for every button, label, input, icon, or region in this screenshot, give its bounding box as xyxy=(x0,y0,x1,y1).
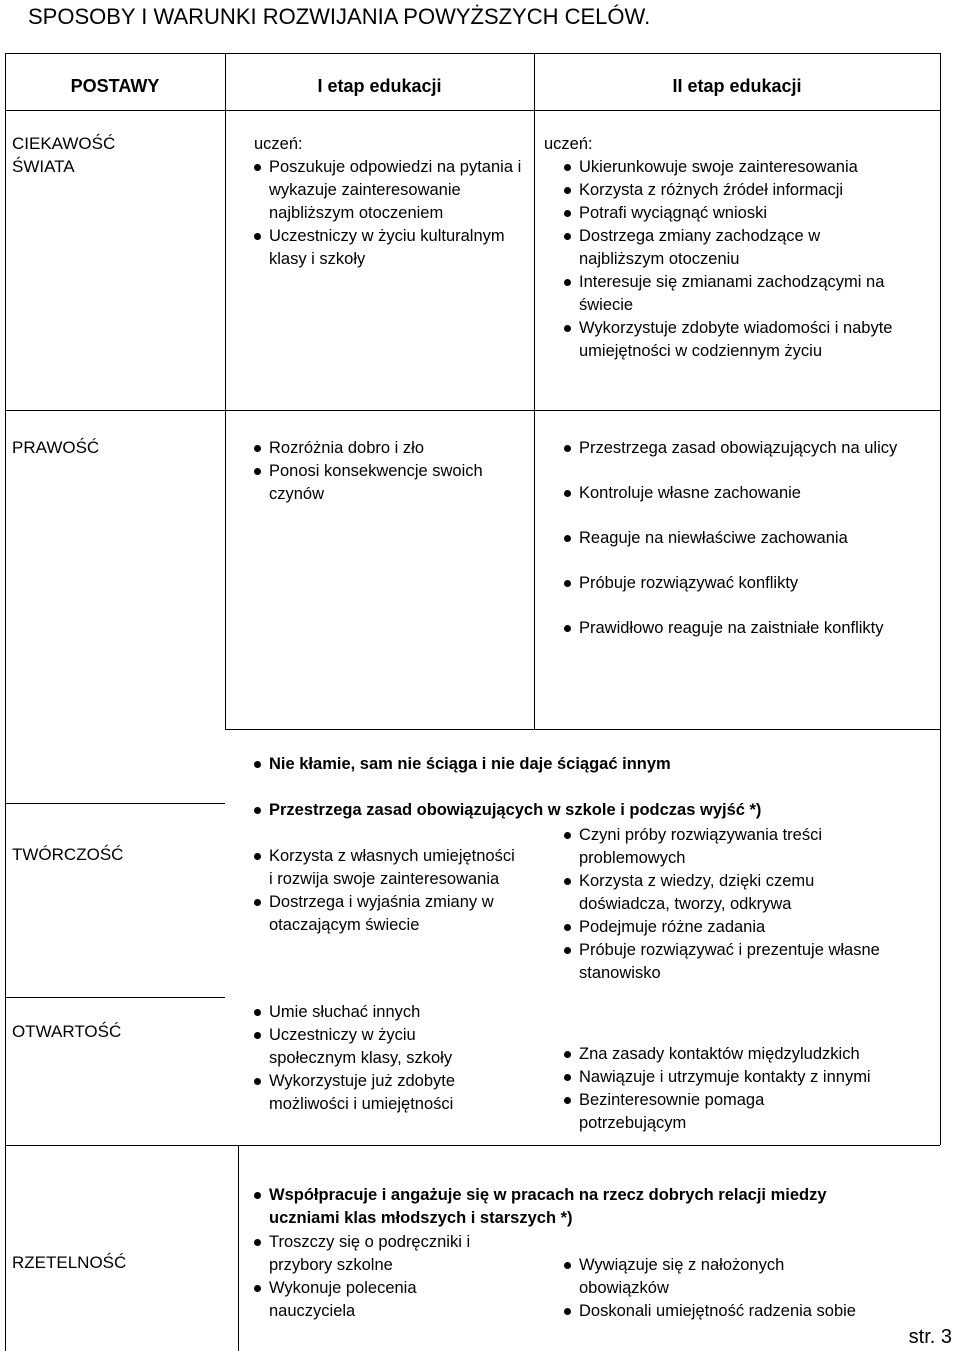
header-postawy: POSTAWY xyxy=(70,76,160,96)
list-item: Przestrzega zasad obowiązujących na ulicy xyxy=(564,437,899,460)
list-item: Nie kłamie, sam nie ściąga i nie daje ściągać innym xyxy=(254,753,934,776)
row1-bottom-border xyxy=(5,410,940,411)
table-right-border xyxy=(940,53,941,1145)
left-col-border-2 xyxy=(5,997,225,998)
list-item: Zna zasady kontaktów międzyludzkich xyxy=(564,1043,939,1066)
page-number: str. 3 xyxy=(908,1326,952,1348)
prawosc-etap2-cell xyxy=(564,437,934,640)
list-item: Uczestniczy w życiu kulturalnym klasy i szkoły xyxy=(254,225,526,271)
intro-text: uczeń: xyxy=(254,135,303,153)
row-label-tworczosc: TWÓRCZOŚĆ xyxy=(12,845,124,864)
list-item: Ukierunkowuje swoje zainteresowania xyxy=(564,156,934,179)
list-item: Próbuje rozwiązywać i prezentuje własne stanowisko xyxy=(564,939,889,985)
table-top-border xyxy=(5,53,940,54)
otwartosc-etap1-cell xyxy=(254,1001,529,1116)
list-item: Potrafi wyciągnąć wnioski xyxy=(564,202,934,225)
list-item: Korzysta z różnych źródeł informacji xyxy=(564,179,934,202)
list-item: Ponosi konsekwencje swoich czynów xyxy=(254,460,529,506)
otwartosc-bottom-border xyxy=(5,1145,940,1146)
list-item: Uczestniczy w życiu społecznym klasy, szkoły xyxy=(254,1024,499,1070)
list-item: Umie słuchać innych xyxy=(254,1001,529,1024)
prawosc-shared-item-1 xyxy=(254,753,934,776)
intro-text: uczeń: xyxy=(544,135,593,153)
otwartosc-etap2-cell xyxy=(564,1043,939,1135)
list-item: Korzysta z wiedzy, dzięki czemu doświadcza, tworzy, odkrywa xyxy=(564,870,879,916)
ciekawosc-etap1-cell xyxy=(254,133,526,271)
row-label-ciekawosc xyxy=(12,132,115,178)
page-title: SPOSOBY I WARUNKI ROZWIJANIA POWYŻSZYCH CELÓW. xyxy=(28,4,651,29)
prawosc-split-border xyxy=(225,729,940,730)
rzetelnosc-left-border xyxy=(5,1145,6,1351)
list-item: Rozróżnia dobro i zło xyxy=(254,437,529,460)
list-item: Bezinteresownie pomaga potrzebującym xyxy=(564,1089,819,1135)
prawosc-shared-item-2 xyxy=(254,799,934,822)
header-etap-2: II etap edukacji xyxy=(672,76,802,96)
row-label-rzetelnosc: RZETELNOŚĆ xyxy=(12,1253,127,1272)
list-item: Podejmuje różne zadania xyxy=(564,916,934,939)
list-item: Przestrzega zasad obowiązujących w szkole i podczas wyjść *) xyxy=(254,799,934,822)
tworczosc-etap2-cell xyxy=(564,824,934,985)
rzetelnosc-etap1-cell xyxy=(254,1231,529,1323)
header-bottom-border xyxy=(5,110,940,111)
header-etap-1: I etap edukacji xyxy=(317,76,442,96)
row-label-prawosc: PRAWOŚĆ xyxy=(12,438,100,457)
list-item: Wywiązuje się z nałożonych obowiązków xyxy=(564,1254,839,1300)
list-item: Wykorzystuje już zdobyte możliwości i umiejętności xyxy=(254,1070,519,1116)
list-item: Wykonuje polecenia nauczyciela xyxy=(254,1277,469,1323)
rzetelnosc-mid-border xyxy=(238,1145,239,1351)
list-item: Korzysta z własnych umiejętności i rozwija swoje zainteresowania xyxy=(254,845,519,891)
list-item: Dostrzega i wyjaśnia zmiany w otaczającym świecie xyxy=(254,891,524,937)
list-item: Nawiązuje i utrzymuje kontakty z innymi xyxy=(564,1066,939,1089)
prawosc-etap1-cell xyxy=(254,437,529,506)
table-left-border xyxy=(5,53,6,1145)
row-label-line: ŚWIATA xyxy=(12,157,75,176)
list-item: Doskonali umiejętność radzenia sobie xyxy=(564,1300,934,1323)
list-item: Współpracuje i angażuje się w pracach na rzecz dobrych relacji miedzy uczniami klas młodszych i starszych *) xyxy=(254,1184,874,1230)
column2-border xyxy=(534,53,535,729)
column1-border xyxy=(225,53,226,729)
row-label-otwartosc: OTWARTOŚĆ xyxy=(12,1022,122,1041)
list-item: Interesuje się zmianami zachodzącymi na świecie xyxy=(564,271,924,317)
list-item: Próbuje rozwiązywać konflikty xyxy=(564,572,934,595)
list-item: Poszukuje odpowiedzi na pytania i wykazuje zainteresowanie najbliższym otoczeniem xyxy=(254,156,526,225)
row-label-line: CIEKAWOŚĆ xyxy=(12,134,116,153)
rzetelnosc-shared-item xyxy=(254,1184,874,1230)
list-item: Czyni próby rozwiązywania treści problemowych xyxy=(564,824,899,870)
left-col-border xyxy=(5,803,225,804)
list-item: Troszczy się o podręczniki i przybory szkolne xyxy=(254,1231,519,1277)
ciekawosc-etap2-cell xyxy=(544,133,934,363)
list-item: Dostrzega zmiany zachodzące w najbliższym otoczeniu xyxy=(564,225,854,271)
list-item: Wykorzystuje zdobyte wiadomości i nabyte umiejętności w codziennym życiu xyxy=(564,317,899,363)
list-item: Reaguje na niewłaściwe zachowania xyxy=(564,527,934,550)
tworczosc-etap1-cell xyxy=(254,845,529,937)
rzetelnosc-etap2-cell xyxy=(564,1254,934,1323)
list-item: Kontroluje własne zachowanie xyxy=(564,482,934,505)
list-item: Prawidłowo reaguje na zaistniałe konflikty xyxy=(564,617,899,640)
